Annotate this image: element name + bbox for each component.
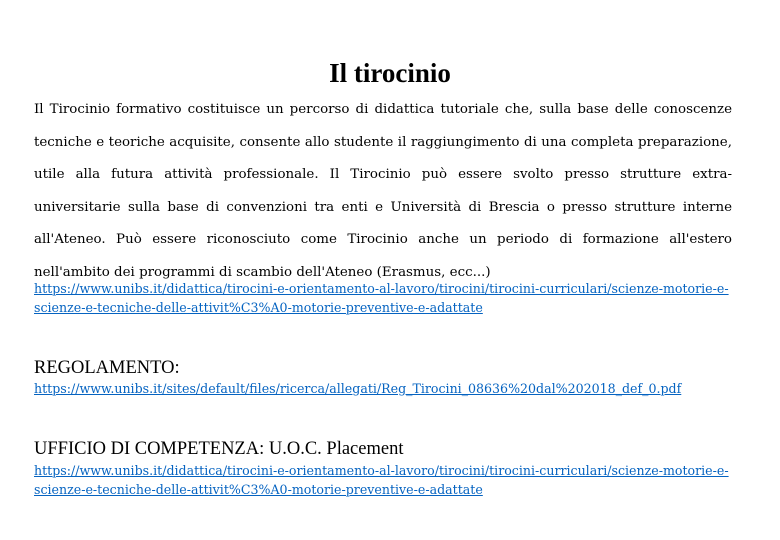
ufficio-heading: UFFICIO DI COMPETENZA: U.O.C. Placement: [34, 439, 404, 459]
regolamento-heading: REGOLAMENTO:: [34, 358, 180, 378]
slide-title: Il tirocinio: [329, 58, 451, 88]
regolamento-link[interactable]: https://www.unibs.it/sites/default/files/ricerca/allegati/Reg_Tirocini_08636%20dal%202018_def_0.pdf: [34, 381, 682, 396]
tirocini-curriculari-link[interactable]: https://www.unibs.it/didattica/tirocini-e-orientamento-al-lavoro/tirocini/tirocini-curriculari/scienze-motorie-e-scienze-e-tecniche-delle-attivit%C3%A0-motorie-preventive-e-adattate: [34, 281, 729, 315]
description-paragraph: Il Tirocinio formativo costituisce un percorso di didattica tutoriale che, sulla base delle conoscenze tecniche e teoriche acquisite, consente allo studente il raggiungimento di una completa preparazione, utile alla futura attività professionale. Il Tirocinio può essere svolto presso strutture extra-universitarie sulla base di convenzioni tra enti e Università di Brescia o presso strutture interne all'Ateneo. Può essere riconosciuto come Tirocinio anche un periodo di formazione all'estero nell'ambito dei programmi di scambio dell'Ateneo (Erasmus, ecc...): [34, 102, 732, 280]
placement-link[interactable]: https://www.unibs.it/didattica/tirocini-e-orientamento-al-lavoro/tirocini/tirocini-curriculari/scienze-motorie-e-scienze-e-tecniche-delle-attivit%C3%A0-motorie-preventive-e-adattate: [34, 463, 729, 497]
